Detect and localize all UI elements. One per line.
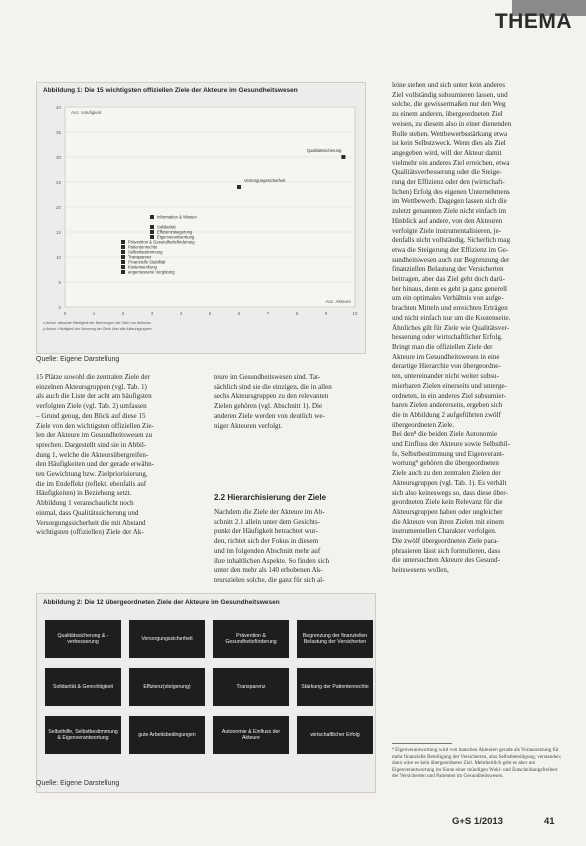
x-axis-label: Anz. Akteure	[325, 299, 351, 304]
paragraph-line: denfalls nicht vollständig. Sicherlich mag	[392, 236, 511, 245]
paragraph-line: heitswesens wollen,	[392, 566, 449, 575]
paragraph-line: sundheitswesen auch zur Begrenzung der	[392, 255, 510, 264]
paragraph-line: verfolgten Ziele (vgl. Tab. 2) umfassen	[36, 402, 147, 411]
paragraph-line: übergeordneten Ziele.	[392, 420, 455, 429]
paragraph-line: fe, Selbstbestimmung und Eigenverant-	[392, 449, 505, 458]
data-point	[150, 215, 154, 219]
paragraph-line: geordneten Ziele kein Relevanz für die	[392, 498, 503, 507]
paragraph-line: derartige Hierarchie von übergeordne-	[392, 362, 501, 371]
paragraph-line: Ziel vollständig subsumieren lassen, und	[392, 90, 508, 99]
paragraph-line: Akteursgruppen (vgl. Tab. 1). Es verhält	[392, 478, 507, 487]
paragraph-line: zuletzt genannten Ziele nicht einfach im	[392, 207, 507, 216]
y-tick-label: 20	[55, 205, 61, 210]
paragraph-line: ber hinaus, denn es geht ja ganz generell	[392, 284, 508, 293]
paragraph-line: Akteursgruppen haben oder ungleicher	[392, 507, 503, 516]
paragraph-line: brachten Mitteln und erreichten Erträgen	[392, 304, 508, 313]
paragraph-line: den Häufigkeiten und der gerade erwähn-	[36, 460, 154, 469]
goal-box: Transparenz	[213, 668, 289, 706]
paragraph-line: Nachdem die Ziele der Akteure im Ab-	[214, 508, 325, 516]
paragraph-line: Die zwölf übergeordneten Ziele para-	[392, 537, 499, 546]
y-tick-label: 5	[58, 280, 61, 285]
text-column-2-top	[214, 373, 374, 431]
paragraph-line: als auch die Liste der acht am häufigsten	[36, 392, 152, 401]
paragraph-line: baren Zielen andererseits, ergeben sich	[392, 401, 503, 410]
data-label: Patientenrechte	[128, 244, 158, 250]
paragraph-line: ist kein Selbstzweck. Wenn dies als Ziel	[392, 139, 506, 148]
x-tick-label: 6	[237, 311, 241, 316]
data-label: Prävention & Gesundheitsförderung	[128, 239, 195, 245]
paragraph-line: punkt der Häufigkeit betrachtet wur-	[214, 527, 318, 536]
paragraph-line: rung der Effizienz oder den (wirtschaft-	[392, 178, 505, 187]
x-tick-label: 1	[92, 311, 96, 316]
y-tick-label: 15	[55, 230, 61, 235]
y-tick-label: 25	[55, 180, 61, 185]
y-tick-label: 0	[58, 305, 61, 310]
section-label: THEMA	[494, 10, 572, 33]
x-tick-label: 4	[179, 311, 183, 316]
paragraph-line: ten, untereinander nicht weiter subsu-	[392, 372, 499, 381]
paragraph-line: teurszielen solche, die ganz für sich al-	[214, 575, 325, 584]
paragraph-line: mierbaren Zielen einerseits und unterge-	[392, 381, 507, 390]
goal-box: Autonomie & Einfluss der Akteure	[213, 716, 289, 754]
paragraph-line: und nicht einfach nur um die Kostenseite.	[392, 313, 511, 322]
figure-1	[36, 82, 366, 354]
paragraph-line: schnitt 2.1 allein unter dem Gesichts-	[214, 517, 320, 526]
paragraph-line: anderen Ziele werden von deutlich we-	[214, 411, 325, 420]
paragraph-line: lichen) Erfolg des eigenen Unternehmens	[392, 187, 510, 196]
paragraph-line: teure im Gesundheitswesen sind. Tat-	[214, 373, 321, 381]
footnote: ⁸ Eigenverantwortung wird von manchen Akteuren gerade als Voraussetzung für mehr finanzielle Beteiligung der Versicherten, also Selbstbeteiligung, verstanden; dann wäre es kein übergeordnetes Ziel. Mehrheitlich geht es aber um Eigenverantwortung im Sinne einer mündigen Wahl- und Entscheidungsfreiheit der Versicherten und Patienten im Gesundheitswesen.	[392, 747, 562, 780]
goal-box: Solidarität & Gerechtigkeit	[45, 668, 121, 706]
figure-2	[36, 593, 376, 793]
paragraph-line: niger Akteuren verfolgt.	[214, 421, 283, 430]
paragraph-line: um ein optimales Verhältnis von aufge-	[392, 294, 504, 303]
goal-box: gute Arbeitsbedingungen	[129, 716, 205, 754]
journal-issue: G+S 1/2013	[452, 816, 503, 827]
data-point	[121, 240, 125, 244]
paragraph-line: ihre inhaltlichen Aspekte. So finden sich	[214, 556, 330, 565]
data-point	[150, 235, 154, 239]
y-tick-label: 35	[55, 130, 61, 135]
data-label: Information & Wissen	[157, 214, 197, 220]
data-point	[237, 185, 241, 189]
goal-box: Begrenzung der finanziellen Belastung der Versicherten	[297, 620, 373, 658]
goal-box: Effizienz(steigerung)	[129, 668, 205, 706]
data-label: angemessene Vergütung	[128, 269, 175, 275]
data-label: Qualitätssicherung	[306, 148, 342, 153]
paragraph-line: instrumentellen Charakter verfolgen.	[392, 527, 497, 536]
figure-2-title: Abbildung 2: Die 12 übergeordneten Ziele der Akteure im Gesundheitswesen	[43, 599, 280, 606]
paragraph-line: weisen, zu diesem also in einer dienenden	[392, 119, 512, 128]
figure-1-note-1: x-Achse: absolute Häufigkeit der Nennungen der Ziele von Akteuren	[43, 321, 152, 325]
data-point	[121, 260, 125, 264]
paragraph-line: besserung oder wirtschaftlicher Erfolg.	[392, 333, 503, 342]
paragraph-line: die in Abbildung 2 aufgeführten zwölf	[392, 410, 501, 419]
paragraph-line: len der Akteure im Gesundheitswesen zu	[36, 431, 153, 440]
paragraph-line: den, richtet sich der Fokus in diesem	[214, 537, 319, 546]
y-tick-label: 10	[55, 255, 61, 260]
paragraph-line: Versorgungssicherheit die mit Abstand	[36, 518, 146, 527]
page-number: 41	[544, 816, 555, 827]
paragraph-line: Ziele auch zu den zentralen Zielen der	[392, 469, 501, 478]
paragraph-line: Bringt man die offiziellen Ziele der	[392, 342, 493, 351]
paragraph-line: unter den mehr als 140 erhobenen Ak-	[214, 566, 323, 575]
paragraph-line: Häufigkeiten) in Beziehung setzt.	[36, 489, 132, 498]
paragraph-line: die Akteure von ihren Zielen mit einem	[392, 517, 504, 526]
x-tick-label: 3	[150, 311, 154, 316]
goal-box: Qualitätssicherung & -verbesserung	[45, 620, 121, 658]
paragraph-line: Bei den⁸ die beiden Ziele Autonomie	[392, 430, 498, 439]
goal-box: Versorgungssicherheit	[129, 620, 205, 658]
figure-1-title: Abbildung 1: Die 15 wichtigsten offiziellen Ziele der Akteure im Gesundheitswesen	[43, 87, 298, 94]
paragraph-line: Hinblick auf andere, von den Akteuren	[392, 216, 503, 225]
paragraph-line: leine stehen und sich unter kein anderes	[392, 81, 506, 89]
data-point	[150, 225, 154, 229]
y-axis-label: Anz. Häufigkeit	[71, 110, 102, 115]
paragraph-line: ordneten, in ein anderes Ziel subsumier-	[392, 391, 507, 400]
paragraph-line: sich also keineswegs so, dass diese über-	[392, 488, 508, 497]
data-point	[121, 245, 125, 249]
data-point	[150, 230, 154, 234]
paragraph-line: angegeben wird, will der Akteur damit	[392, 148, 502, 157]
data-label: Transparenz	[128, 254, 152, 260]
figure-1-note-2: y-Achse: Häufigkeit der Nennung der Ziele über alle Akteursgruppen	[43, 327, 152, 331]
data-label: Finanzielle Stabilität	[128, 259, 166, 265]
paragraph-line: und im folgenden Abschnitt mehr auf	[214, 546, 321, 555]
text-column-1	[36, 373, 204, 538]
footnote-rule	[392, 743, 452, 744]
paragraph-line: im Wettbewerb. Dagegen lassen sich die	[392, 197, 507, 206]
text-column-2-bottom	[214, 508, 374, 586]
paragraph-line: phrasieren lässt sich formulieren, dass	[392, 546, 501, 555]
paragraph-line: dung 1, welche die Akteursübergreifen-	[36, 450, 149, 459]
data-label: Versorgungssicherheit	[244, 178, 286, 183]
goal-box: Stärkung der Patientenrechte	[297, 668, 373, 706]
paragraph-line: 15 Plätze sowohl die zentralen Ziele der	[36, 373, 150, 381]
goal-box: Prävention & Gesundheitsförderung	[213, 620, 289, 658]
data-point	[121, 270, 125, 274]
data-point	[121, 250, 125, 254]
text-column-3	[392, 81, 562, 576]
scatter-chart	[37, 97, 367, 327]
paragraph-line: zu einem anderen, übergeordneten Ziel	[392, 110, 503, 119]
data-label: Selbstbestimmung	[128, 249, 163, 255]
x-tick-label: 8	[295, 311, 299, 316]
data-point	[121, 255, 125, 259]
data-label: Solidarität	[157, 224, 176, 230]
paragraph-line: Abbildung 1 veranschaulicht noch	[36, 499, 134, 508]
paragraph-line: vielmehr ein anderes Ziel erreichen, etwa	[392, 158, 510, 167]
y-tick-label: 40	[55, 105, 61, 110]
data-label: Eigenverantwortung	[157, 234, 195, 240]
paragraph-line: ten Gewichtung bzw. Zielpriorisierung,	[36, 470, 148, 479]
x-tick-label: 0	[63, 311, 67, 316]
paragraph-line: – Grund genug, den Blick auf diese 15	[36, 411, 146, 420]
paragraph-line: Ziele von den wichtigsten offiziellen Zie-	[36, 421, 154, 430]
paragraph-line: Rolle stehen. Wettbewerbsstärkung etwa	[392, 129, 508, 138]
paragraph-line: Qualitätsverbesserung oder die Steige-	[392, 168, 502, 177]
paragraph-line: finanziellen Belastung der Versicherten	[392, 265, 504, 274]
paragraph-line: sächlich sind sie die einzigen, die in allen	[214, 382, 332, 391]
data-point	[341, 155, 345, 159]
section-heading: 2.2 Hierarchisierung der Ziele	[214, 493, 327, 502]
paragraph-line: verfolgte Ziele instrumentalisieren, je-	[392, 226, 502, 235]
paragraph-line: wortung⁹ gehören die übergeordneten	[392, 459, 499, 468]
data-label: Effizienzsteigerung	[157, 229, 193, 235]
x-tick-label: 2	[121, 311, 125, 316]
figure-1-source: Quelle: Eigene Darstellung	[36, 356, 120, 363]
x-tick-label: 9	[324, 311, 328, 316]
paragraph-line: die untersuchten Akteure des Gesund-	[392, 556, 500, 565]
goal-box: Selbsthilfe, Selbstbestimmung & Eigenverantwortung	[45, 716, 121, 754]
x-tick-label: 5	[208, 311, 212, 316]
data-label: Kostensenkung	[128, 264, 157, 270]
paragraph-line: Ähnliches gilt für Ziele wie Qualitätsver-	[392, 323, 510, 332]
x-tick-label: 10	[352, 311, 358, 316]
paragraph-line: die im Endeffekt (reflekt. ebenfalls auf	[36, 479, 147, 488]
goal-box: wirtschaftlicher Erfolg	[297, 716, 373, 754]
data-point	[121, 265, 125, 269]
paragraph-line: sechs Akteursgruppen zu den relevanten	[214, 392, 329, 401]
y-tick-label: 30	[55, 155, 61, 160]
paragraph-line: einmal, dass Qualitätssicherung und	[36, 508, 139, 517]
paragraph-line: und Einfluss der Akteure sowie Selbsthil-	[392, 440, 511, 449]
x-tick-label: 7	[266, 311, 270, 316]
paragraph-line: etwa die Steigerung der Effizienz im Ge-	[392, 245, 509, 254]
paragraph-line: sprechen. Dargestellt sind sie in Abbil-	[36, 440, 147, 449]
paragraph-line: Akteure im Gesundheitswesen in eine	[392, 352, 500, 361]
paragraph-line: wichtigsten (offiziellen) Ziele der Ak-	[36, 528, 144, 537]
paragraph-line: einzelnen Akteursgruppen (vgl. Tab. 1)	[36, 382, 147, 391]
paragraph-line: Zielen gehören (vgl. Abschnitt 1). Die	[214, 402, 323, 411]
figure-2-source: Quelle: Eigene Darstellung	[36, 780, 120, 787]
paragraph-line: solche, die gewissermaßen nur den Weg	[392, 100, 506, 109]
paragraph-line: beitragen, aber das Ziel geht doch darü-	[392, 275, 505, 284]
